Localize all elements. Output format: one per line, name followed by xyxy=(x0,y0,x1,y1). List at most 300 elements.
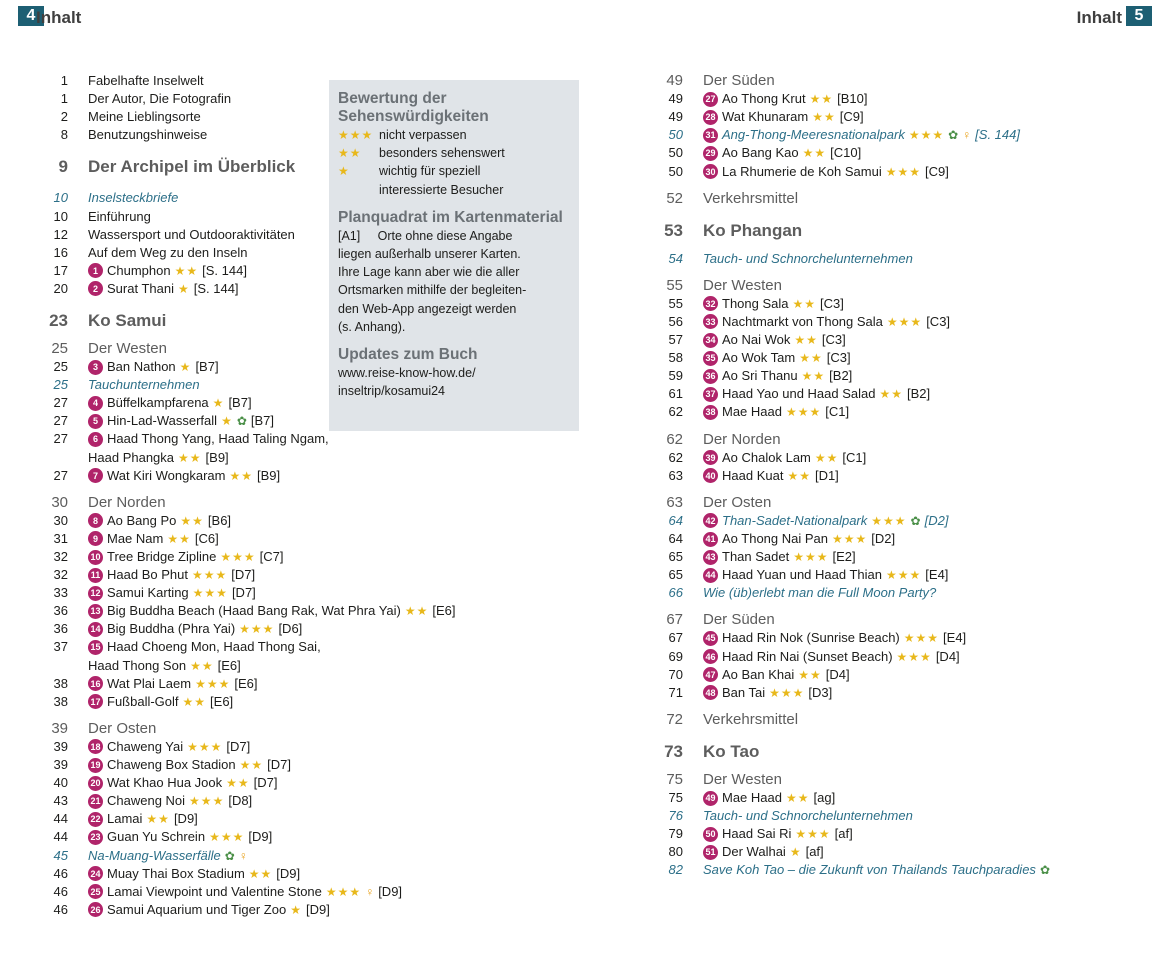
rating-stars: ★★ xyxy=(812,110,836,125)
map-grid-reference: [B7] xyxy=(228,395,252,411)
toc-entry-text xyxy=(703,367,852,385)
toc-entry[interactable] xyxy=(637,684,1050,702)
map-grid-reference: [D3] xyxy=(808,684,833,700)
toc-page-number: 57 xyxy=(668,332,683,348)
toc-entry-text xyxy=(88,865,300,883)
toc-entry-text xyxy=(703,144,861,162)
toc-entry[interactable] xyxy=(637,385,1050,403)
toc-entry-text xyxy=(88,467,280,485)
toc-page-number: 49 xyxy=(668,91,683,107)
toc-page-number: 49 xyxy=(668,109,683,125)
toc-title: Ao Bang Kao xyxy=(722,145,799,161)
toc-entry[interactable] xyxy=(637,108,1050,126)
toc-page-number: 79 xyxy=(668,826,683,842)
sight-number-badge: 17 xyxy=(88,694,103,709)
legend-text: wichtig für speziell xyxy=(379,164,481,179)
map-grid-reference: [D9] xyxy=(378,883,403,899)
sight-number-badge: 16 xyxy=(88,676,103,691)
rating-stars: ★★ xyxy=(239,758,264,773)
map-grid-reference: [C3] xyxy=(820,295,844,311)
toc-page-number: 39 xyxy=(51,719,68,737)
sight-number-badge: 13 xyxy=(88,604,103,619)
toc-title: Tauch- und Schnorchelunternehmen xyxy=(703,250,913,266)
sight-number-badge: 32 xyxy=(703,296,718,311)
toc-entry-text xyxy=(88,792,252,810)
legend-row xyxy=(338,126,570,144)
toc-page-number: 46 xyxy=(53,883,68,899)
toc-chapter-heading[interactable] xyxy=(637,218,1050,244)
nature-icon: ✿ xyxy=(224,848,235,863)
rating-legend xyxy=(338,126,570,199)
toc-entry-text xyxy=(88,430,329,448)
toc-page-number: 10 xyxy=(53,190,68,206)
toc-title: Haad Choeng Mon, Haad Thong Sai, xyxy=(107,639,321,655)
toc-title: Haad Thong Son xyxy=(88,657,187,673)
toc-title: Fußball-Golf xyxy=(107,693,179,709)
toc-entry-text xyxy=(703,250,913,268)
map-grid-reference: [E4] xyxy=(925,567,949,583)
grid-title: Planquadrat im Kartenmaterial xyxy=(338,208,563,226)
sight-number-badge: 8 xyxy=(88,513,103,528)
toc-entry[interactable] xyxy=(22,693,456,711)
toc-entry-text xyxy=(703,190,798,208)
toc-entry[interactable] xyxy=(637,584,1050,602)
map-grid-reference: [B7] xyxy=(250,413,275,429)
rating-stars: ★★★ xyxy=(209,830,245,845)
toc-page-number: 25 xyxy=(53,359,68,375)
toc-page-number: 27 xyxy=(53,467,68,483)
toc-entry[interactable] xyxy=(637,295,1050,313)
toc-title: Surat Thani xyxy=(107,280,174,296)
toc-page-number: 44 xyxy=(53,811,68,827)
toc-entry-text xyxy=(703,825,853,843)
map-grid-reference: [D6] xyxy=(278,621,303,637)
toc-section-heading[interactable] xyxy=(22,720,456,738)
toc-page-number: 62 xyxy=(668,404,683,420)
legend-stars: ★★★ xyxy=(338,128,374,142)
toc-page-number: 2 xyxy=(60,109,68,125)
toc-page-number: 31 xyxy=(53,530,68,546)
sight-number-badge: 18 xyxy=(88,739,103,754)
sight-number-badge: 43 xyxy=(703,550,718,565)
toc-entry[interactable] xyxy=(22,467,456,485)
running-head-left: Inhalt xyxy=(36,8,82,27)
toc-title: Einführung xyxy=(88,208,151,224)
toc-title: Mae Nam xyxy=(107,530,164,546)
rating-stars: ★★★ xyxy=(195,676,231,691)
toc-page-number: 9 xyxy=(58,157,68,177)
toc-title: Ao Bang Po xyxy=(107,512,177,528)
toc-entry-text xyxy=(703,313,950,331)
sight-number-badge: 3 xyxy=(88,360,103,375)
toc-section-heading[interactable] xyxy=(637,431,1050,449)
toc-entry[interactable] xyxy=(637,530,1050,548)
toc-chapter-heading[interactable] xyxy=(637,739,1050,765)
toc-entry-text xyxy=(703,861,1050,879)
map-grid-reference: [C3] xyxy=(826,350,851,366)
toc-entry[interactable] xyxy=(637,90,1050,108)
map-grid-reference: [E2] xyxy=(832,549,856,565)
map-grid-reference: [D7] xyxy=(231,567,256,583)
toc-title: Nachtmarkt von Thong Sala xyxy=(722,313,883,329)
toc-entry[interactable] xyxy=(637,807,1050,825)
legend-text: interessierte Besucher xyxy=(379,182,504,197)
toc-entry[interactable] xyxy=(637,162,1050,180)
toc-title: Haad Rin Nok (Sunrise Beach) xyxy=(722,630,900,646)
toc-entry[interactable] xyxy=(22,512,456,530)
map-grid-reference: [D2] xyxy=(924,512,949,528)
running-head-right: Inhalt xyxy=(1076,8,1122,27)
map-grid-reference: [ag] xyxy=(813,790,836,806)
toc-title: Big Buddha (Phra Yai) xyxy=(107,621,236,637)
toc-title: Ao Nai Wok xyxy=(722,332,791,348)
toc-entry[interactable] xyxy=(637,467,1050,485)
toc-entry[interactable] xyxy=(637,126,1050,144)
rating-stars: ★★ xyxy=(814,450,839,465)
toc-page-number: 33 xyxy=(53,585,68,601)
toc-section-heading[interactable] xyxy=(637,611,1050,629)
toc-entry-text xyxy=(88,394,252,412)
toc-entry-text xyxy=(88,756,291,774)
sight-number-badge: 31 xyxy=(703,128,718,143)
toc-entry[interactable] xyxy=(22,901,456,919)
rating-stars: ★★★ xyxy=(886,568,922,583)
toc-title: Samui Aquarium und Tiger Zoo xyxy=(107,901,287,917)
toc-page-number: 65 xyxy=(668,549,683,565)
toc-page-number: 63 xyxy=(666,493,683,511)
map-grid-reference: [D8] xyxy=(228,793,253,809)
toc-entry[interactable] xyxy=(22,530,456,548)
page-number-left: 4 xyxy=(18,6,44,26)
sight-number-badge: 6 xyxy=(88,432,103,447)
toc-title: Thong Sala xyxy=(722,295,789,311)
toc-entry-text xyxy=(88,244,247,262)
sight-number-badge: 12 xyxy=(88,586,103,601)
toc-entry[interactable] xyxy=(637,367,1050,385)
map-grid-reference: [C3] xyxy=(821,332,846,348)
toc-entry-text xyxy=(703,743,759,761)
toc-title: Meine Lieblingsorte xyxy=(88,109,201,125)
toc-entry[interactable] xyxy=(22,449,456,467)
sight-number-badge: 29 xyxy=(703,146,718,161)
kids-icon: ♀ xyxy=(365,884,375,899)
toc-title: Der Westen xyxy=(703,276,782,294)
toc-entry-text xyxy=(88,189,178,207)
toc-entry-text xyxy=(703,222,802,240)
map-grid-reference: [D7] xyxy=(226,738,251,754)
rating-stars: ★★★ xyxy=(793,550,829,565)
toc-title: Lamai xyxy=(107,811,143,827)
rating-stars: ★★ xyxy=(248,866,273,881)
toc-section-heading[interactable] xyxy=(637,190,1050,208)
sight-number-badge: 35 xyxy=(703,351,718,366)
updates-title: Updates zum Buch xyxy=(338,346,478,364)
toc-title: Muay Thai Box Stadium xyxy=(107,865,245,881)
rating-stars: ★★ xyxy=(180,513,204,528)
legend-box xyxy=(329,80,579,431)
toc-entry-text xyxy=(88,512,231,530)
toc-title: Tauchunternehmen xyxy=(88,377,200,393)
toc-entry[interactable] xyxy=(22,566,456,584)
toc-entry[interactable] xyxy=(22,430,456,448)
map-grid-reference: [D7] xyxy=(231,585,256,601)
sight-number-badge: 28 xyxy=(703,110,718,125)
toc-page-number: 20 xyxy=(53,280,68,296)
toc-entry[interactable] xyxy=(637,349,1050,367)
toc-title: Big Buddha Beach (Haad Bang Rak, Wat Phra Yai) xyxy=(107,603,401,619)
rating-stars: ★★ xyxy=(801,369,826,384)
nature-icon: ✿ xyxy=(1039,863,1050,878)
toc-page-number: 54 xyxy=(668,250,683,266)
toc-entry[interactable] xyxy=(637,566,1050,584)
toc-title: Auf dem Weg zu den Inseln xyxy=(88,244,248,260)
toc-title: Inselsteckbriefe xyxy=(88,190,179,206)
toc-entry-text xyxy=(703,277,782,295)
toc-entry[interactable] xyxy=(637,648,1050,666)
toc-page-number: 30 xyxy=(53,512,68,528)
nature-icon: ✿ xyxy=(948,128,959,143)
map-grid-reference: [D9] xyxy=(305,901,330,917)
toc-entry-text xyxy=(88,108,201,126)
legend-row xyxy=(338,181,570,199)
toc-entry[interactable] xyxy=(637,666,1050,684)
toc-page-number: 27 xyxy=(53,413,68,429)
rating-stars: ★★ xyxy=(799,351,823,366)
toc-title: Der Archipel im Überblick xyxy=(88,157,296,177)
sight-number-badge: 47 xyxy=(703,667,718,682)
rating-stars: ★★ xyxy=(785,791,810,806)
toc-page-number: 55 xyxy=(666,276,683,294)
toc-page-number: 38 xyxy=(53,693,68,709)
toc-entry[interactable] xyxy=(637,331,1050,349)
toc-entry[interactable] xyxy=(22,738,456,756)
toc-entry[interactable] xyxy=(22,548,456,566)
updates-link[interactable] xyxy=(338,364,570,400)
sight-number-badge: 9 xyxy=(88,531,103,546)
toc-entry[interactable] xyxy=(637,789,1050,807)
toc-title: Ang-Thong-Meeresnationalpark xyxy=(722,127,905,143)
toc-entry[interactable] xyxy=(22,584,456,602)
rating-stars: ★ xyxy=(221,414,233,429)
grid-explanation-line: liegen außerhalb unserer Karten. xyxy=(338,247,521,262)
rating-stars: ★★ xyxy=(182,694,207,709)
toc-entry[interactable] xyxy=(22,865,456,883)
toc-entry[interactable] xyxy=(22,638,456,656)
toc-entry[interactable] xyxy=(637,313,1050,331)
toc-entry[interactable] xyxy=(637,449,1050,467)
toc-section-heading[interactable] xyxy=(637,494,1050,512)
toc-entry-text xyxy=(703,385,930,403)
toc-entry-text xyxy=(88,774,278,792)
toc-title: Haad Sai Ri xyxy=(722,826,792,842)
toc-title: Wie (üb)erlebt man die Full Moon Party? xyxy=(703,585,937,601)
rating-stars: ★★ xyxy=(879,387,903,402)
toc-title: Chaweng Box Stadion xyxy=(107,757,236,773)
sight-number-badge: 36 xyxy=(703,369,718,384)
sight-number-badge: 7 xyxy=(88,468,103,483)
toc-page-number: 23 xyxy=(49,310,68,330)
rating-stars: ★★★ xyxy=(885,164,921,179)
toc-entry-text xyxy=(703,648,960,666)
toc-entry[interactable] xyxy=(637,843,1050,861)
rating-stars: ★ xyxy=(212,396,225,411)
toc-entry[interactable] xyxy=(637,403,1050,421)
rating-stars: ★★ xyxy=(792,296,817,311)
toc-entry[interactable] xyxy=(637,250,1050,268)
sight-number-badge: 20 xyxy=(88,776,103,791)
toc-right-column xyxy=(637,72,1050,879)
legend-row xyxy=(338,162,570,180)
toc-entry[interactable] xyxy=(22,657,456,675)
toc-entry-text xyxy=(88,340,167,358)
toc-page-number: 1 xyxy=(60,91,68,107)
toc-section-heading[interactable] xyxy=(22,494,456,512)
toc-entry[interactable] xyxy=(22,620,456,638)
map-grid-reference: [S. 144] xyxy=(202,262,247,278)
map-grid-reference: [B2] xyxy=(907,386,931,402)
sight-number-badge: 44 xyxy=(703,568,718,583)
toc-entry-text xyxy=(703,108,864,126)
toc-entry[interactable] xyxy=(22,883,456,901)
rating-stars: ★★ xyxy=(787,468,811,483)
toc-page-number: 62 xyxy=(666,430,683,448)
toc-section-heading[interactable] xyxy=(637,277,1050,295)
sight-number-badge: 22 xyxy=(88,812,103,827)
toc-entry[interactable] xyxy=(22,792,456,810)
sight-number-badge: 4 xyxy=(88,396,103,411)
grid-explanation xyxy=(338,227,570,336)
sight-number-badge: 15 xyxy=(88,640,103,655)
toc-page-number: 65 xyxy=(668,567,683,583)
toc-entry[interactable] xyxy=(22,774,456,792)
kids-icon: ♀ xyxy=(962,128,972,143)
toc-title: Wat Kiri Wongkaram xyxy=(107,467,226,483)
grid-explanation-line: Ortsmarken mithilfe der begleiten- xyxy=(338,283,527,298)
toc-entry[interactable] xyxy=(22,602,456,620)
toc-section-heading[interactable] xyxy=(637,72,1050,90)
map-grid-reference: [B2] xyxy=(829,368,853,384)
sight-number-badge: 48 xyxy=(703,685,718,700)
rating-stars: ★★ xyxy=(802,146,827,161)
rating-stars: ★★★ xyxy=(896,649,932,664)
toc-page-number: 1 xyxy=(60,73,68,89)
toc-entry[interactable] xyxy=(22,675,456,693)
toc-title: Ban Nathon xyxy=(107,359,176,375)
toc-page-number: 69 xyxy=(668,648,683,664)
rating-stars: ★★★ xyxy=(189,794,225,809)
toc-entry-text xyxy=(703,295,844,313)
toc-page-number: 58 xyxy=(668,350,683,366)
toc-entry[interactable] xyxy=(22,846,456,864)
toc-page-number: 53 xyxy=(664,220,683,240)
toc-page-number: 38 xyxy=(53,675,68,691)
legend-text: besonders sehenswert xyxy=(379,146,505,161)
toc-title: Ao Sri Thanu xyxy=(722,368,798,384)
legend-stars: ★ xyxy=(338,164,350,179)
sight-number-badge: 34 xyxy=(703,333,718,348)
toc-entry[interactable] xyxy=(637,512,1050,530)
map-grid-reference: [C9] xyxy=(924,163,949,179)
toc-page-number: 62 xyxy=(668,449,683,465)
toc-page-number: 8 xyxy=(60,127,68,143)
toc-entry-text xyxy=(88,358,219,376)
legend-stars xyxy=(338,181,379,199)
sight-number-badge: 45 xyxy=(703,631,718,646)
toc-page-number: 30 xyxy=(51,493,68,511)
map-grid-reference: [B10] xyxy=(837,91,868,107)
toc-title: Na-Muang-Wasserfälle xyxy=(88,847,221,863)
toc-title: Der Norden xyxy=(703,430,781,448)
toc-entry[interactable] xyxy=(637,144,1050,162)
toc-page-number: 66 xyxy=(668,585,683,601)
toc-title: Ko Phangan xyxy=(703,220,803,240)
toc-entry[interactable] xyxy=(22,828,456,846)
rating-stars: ★ xyxy=(290,902,302,917)
toc-entry[interactable] xyxy=(637,825,1050,843)
updates-url-line: www.reise-know-how.de/ xyxy=(338,366,476,381)
toc-title: Lamai Viewpoint und Valentine Stone xyxy=(107,883,322,899)
toc-entry[interactable] xyxy=(22,810,456,828)
toc-page-number: 12 xyxy=(53,226,68,242)
sight-number-badge: 10 xyxy=(88,550,103,565)
map-grid-reference: [E6] xyxy=(217,657,241,673)
toc-entry[interactable] xyxy=(637,548,1050,566)
toc-entry-text xyxy=(88,494,166,512)
grid-explanation-line: (s. Anhang). xyxy=(338,319,406,334)
toc-entry-text xyxy=(703,548,856,566)
toc-entry-text xyxy=(703,629,966,647)
toc-title: Ko Samui xyxy=(88,310,167,330)
toc-entry[interactable] xyxy=(637,861,1050,879)
rating-stars: ★★ xyxy=(794,333,818,348)
map-grid-reference: [S. 144] xyxy=(975,127,1020,143)
toc-page-number: 64 xyxy=(668,512,683,528)
map-grid-reference: [D7] xyxy=(253,775,278,791)
toc-section-heading[interactable] xyxy=(637,771,1050,789)
toc-page-number: 25 xyxy=(53,377,68,393)
rating-stars: ★★ xyxy=(798,667,822,682)
rating-stars: ★ xyxy=(179,360,192,375)
toc-page-number: 64 xyxy=(668,531,683,547)
toc-title: Chaweng Yai xyxy=(107,738,184,754)
rating-stars: ★★★ xyxy=(325,884,362,899)
toc-entry[interactable] xyxy=(637,629,1050,647)
toc-title: Büffelkampfarena xyxy=(107,395,209,411)
toc-entry-text xyxy=(703,611,775,629)
map-grid-reference: [D4] xyxy=(935,648,960,664)
toc-entry-text xyxy=(88,126,207,144)
toc-entry[interactable] xyxy=(22,756,456,774)
toc-title: Guan Yu Schrein xyxy=(107,829,206,845)
grid-explanation-line: den Web-App angezeigt werden xyxy=(338,301,517,316)
toc-page-number: 82 xyxy=(668,862,683,878)
toc-entry-text xyxy=(703,584,936,602)
toc-entry-text xyxy=(703,843,824,861)
rating-stars: ★★ xyxy=(809,92,834,107)
sight-number-badge: 33 xyxy=(703,314,718,329)
toc-title: Verkehrsmittel xyxy=(703,189,799,207)
toc-entry-text xyxy=(88,602,456,620)
toc-entry-text xyxy=(88,675,257,693)
map-grid-reference: [D1] xyxy=(814,467,839,483)
toc-page-number: 50 xyxy=(668,127,683,143)
toc-title: Haad Yao und Haad Salad xyxy=(722,386,876,402)
toc-title: Der Autor, Die Fotografin xyxy=(88,91,232,107)
toc-title: Ban Tai xyxy=(722,684,766,700)
toc-section-heading[interactable] xyxy=(637,711,1050,729)
map-grid-reference: [E4] xyxy=(943,630,967,646)
map-grid-reference: [af] xyxy=(805,844,824,860)
